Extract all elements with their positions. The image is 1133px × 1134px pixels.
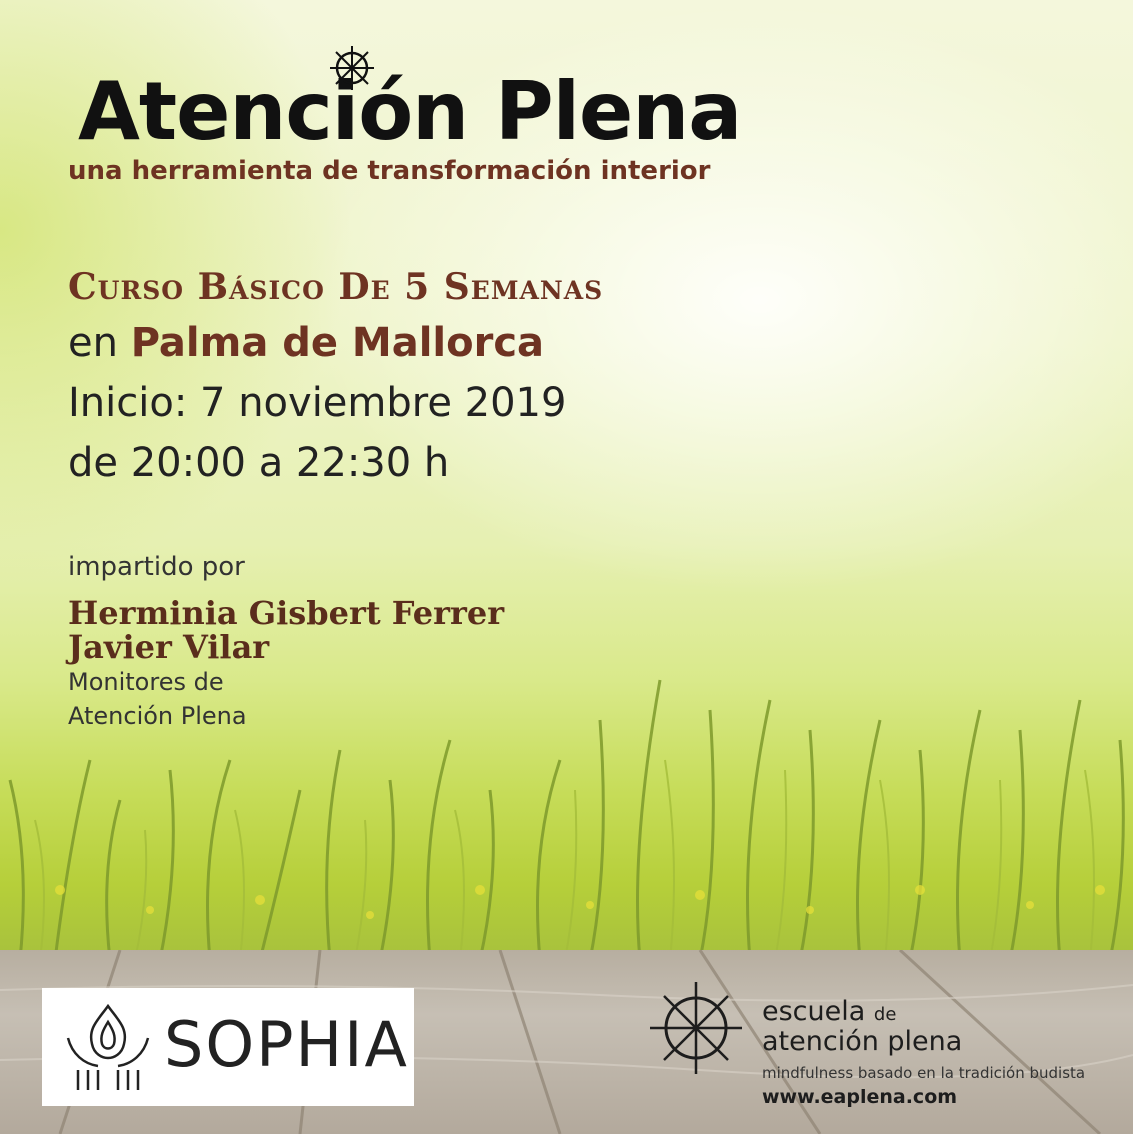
- location-name: Palma de Mallorca: [130, 320, 545, 366]
- instructor-role: Atención Plena: [68, 702, 247, 730]
- instructors-intro: impartido por: [68, 552, 245, 582]
- compass-icon: [646, 978, 746, 1078]
- course-name: Curso Básico De 5 Semanas: [68, 266, 604, 308]
- page-title: Atención Plena: [78, 65, 742, 158]
- compass-icon: [328, 44, 376, 92]
- title-wrap: [78, 65, 742, 158]
- course-start: Inicio: 7 noviembre 2019: [68, 380, 567, 426]
- course-location: [68, 320, 544, 366]
- flame-hands-icon: [58, 998, 158, 1096]
- location-prefix: en: [68, 320, 118, 366]
- eap-de: de: [873, 1004, 897, 1025]
- instructor-name: Javier Vilar: [68, 628, 270, 666]
- eap-logo-line1: [762, 996, 896, 1027]
- sophia-wordmark: SOPHIA: [164, 1008, 409, 1081]
- instructor-name: Herminia Gisbert Ferrer: [68, 594, 505, 632]
- subtitle: una herramienta de transformación interior: [68, 156, 711, 186]
- eap-logo-line2: atención plena: [762, 1026, 963, 1057]
- eap-url[interactable]: www.eaplena.com: [762, 1086, 958, 1108]
- course-hours: de 20:00 a 22:30 h: [68, 440, 450, 486]
- eap-escuela: escuela: [762, 996, 866, 1027]
- instructor-role: Monitores de: [68, 668, 224, 696]
- eap-tagline: mindfulness basado en la tradición budista: [762, 1064, 1086, 1082]
- sophia-logo: [42, 988, 414, 1106]
